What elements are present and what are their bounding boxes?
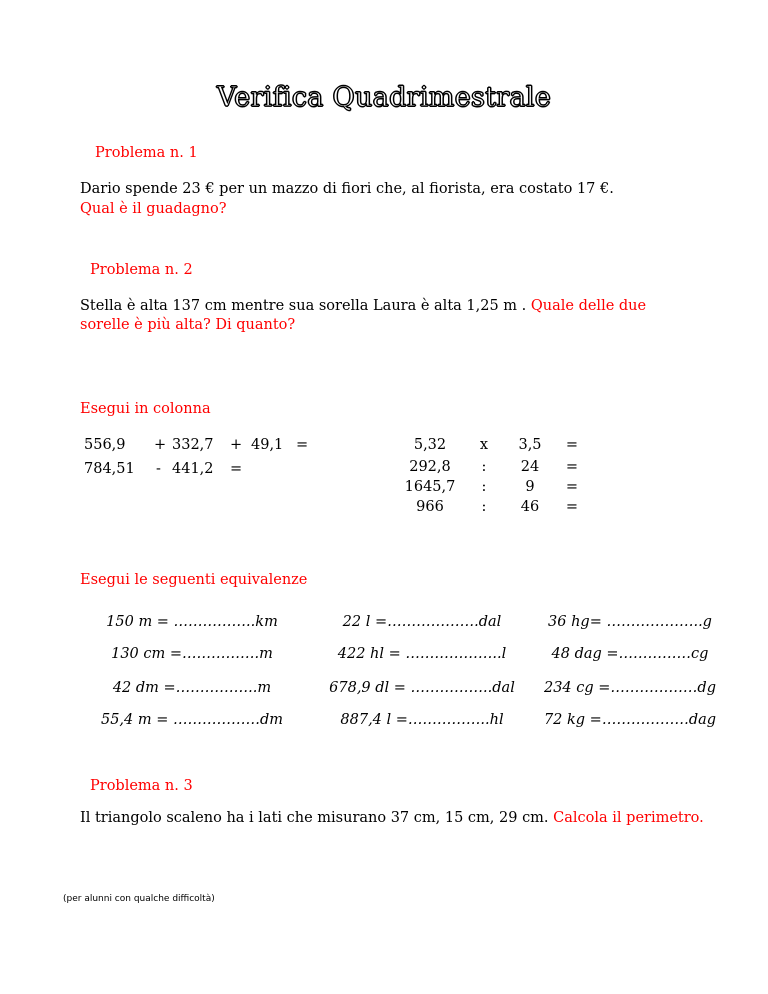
op-right-4-eq: = (565, 499, 579, 515)
equiv-r2-c3: 48 dag =……………cg (551, 646, 709, 662)
problema1-text: Dario spende 23 € per un mazzo di fiori che, al fiorista, era costato 17 €. (80, 181, 614, 197)
problema3-text (80, 810, 704, 826)
op-left-2-eq: = (230, 461, 243, 477)
problema3-heading: Problema n. 3 (90, 778, 193, 794)
problema2-text-start: Stella è alta 137 cm mentre sua sorella Laura è alta 1,25 m . (80, 298, 531, 314)
op-right-1-n1: 5,32 (413, 437, 447, 453)
problema1-question: Qual è il guadagno? (80, 201, 227, 217)
op-right-2-eq: = (565, 459, 579, 475)
equiv-r1-c1: 150 m = ……………..km (106, 614, 278, 630)
equiv-r2-c1: 130 cm =…………….m (111, 646, 273, 662)
op-right-4-n2: 46 (520, 499, 540, 515)
problema2-text (80, 298, 646, 314)
op-right-4-op: : (481, 499, 487, 515)
footnote: (per alunni con qualche difficoltà) (63, 894, 215, 904)
op-left-1-n1: 556,9 (84, 437, 126, 453)
problema1-heading: Problema n. 1 (95, 145, 198, 161)
op-left-1-n2: 332,7 (172, 437, 214, 453)
op-right-2-op: : (481, 459, 487, 475)
op-right-4-n1: 966 (416, 499, 444, 515)
op-right-2-n2: 24 (520, 459, 540, 475)
op-right-3-eq: = (565, 479, 579, 495)
equiv-r3-c3: 234 cg =………………dg (543, 680, 716, 696)
equivalenze-heading: Esegui le seguenti equivalenze (80, 572, 308, 588)
problema3-text-main: Il triangolo scaleno ha i lati che misurano 37 cm, 15 cm, 29 cm. (80, 810, 554, 826)
op-right-1-n2: 3,5 (518, 437, 542, 453)
equiv-r4-c3: 72 kg =………………dag (543, 712, 717, 728)
problema2-heading: Problema n. 2 (90, 262, 193, 278)
equiv-r1-c2: 22 l =……………….dal (342, 614, 502, 630)
equiv-r4-c2: 887,4 l =……………..hl (340, 712, 504, 728)
op-left-2-n2: 441,2 (172, 461, 214, 477)
colonna-heading: Esegui in colonna (80, 401, 211, 417)
op-left-2-s1: - (156, 461, 161, 477)
problema3-question: Calcola il perimetro. (553, 810, 704, 826)
equiv-r2-c2: 422 hl = ………………..l (337, 646, 507, 662)
op-right-3-op: : (481, 479, 487, 495)
op-left-1-eq: = (296, 437, 309, 453)
op-left-1-n3: 49,1 (251, 437, 284, 453)
page-title: Verifica Quadrimestrale (216, 82, 552, 113)
op-left-1-s2: + (230, 437, 243, 453)
equiv-r4-c1: 55,4 m = ………………dm (100, 712, 284, 728)
op-right-3-n1: 1645,7 (404, 479, 456, 495)
op-right-1-op: x (479, 437, 489, 453)
op-right-1-eq: = (565, 437, 579, 453)
equiv-r3-c1: 42 dm =……………..m (112, 680, 272, 696)
problema2-question-end: sorelle è più alta? Di quanto? (80, 317, 296, 333)
equiv-r3-c2: 678,9 dl = ……………..dal (329, 680, 515, 696)
op-right-3-n2: 9 (525, 479, 535, 495)
equiv-r1-c3: 36 hg= ………………..g (548, 614, 712, 630)
op-right-2-n1: 292,8 (409, 459, 451, 475)
op-left-1-s1: + (154, 437, 167, 453)
op-left-2-n1: 784,51 (84, 461, 135, 477)
problema2-question-start: Quale delle due (530, 298, 647, 314)
